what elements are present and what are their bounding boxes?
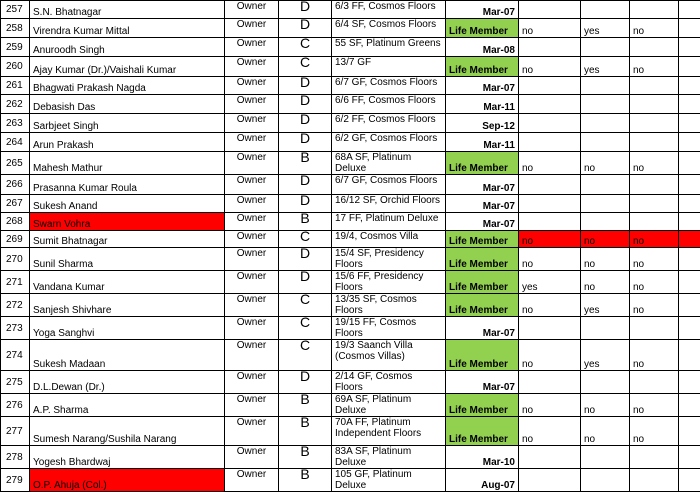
owner-status-cell: Owner — [225, 77, 279, 95]
flag-1-cell: no — [519, 394, 581, 417]
flag-3-cell: no — [630, 340, 679, 371]
category-cell: D — [279, 195, 332, 213]
flag-3-cell: no — [630, 394, 679, 417]
row-number-cell: 278 — [1, 446, 30, 469]
category-cell: B — [279, 394, 332, 417]
flag-2-cell — [581, 446, 630, 469]
flag-2-cell: no — [581, 152, 630, 175]
address-cell: 16/12 SF, Orchid Floors — [332, 195, 446, 213]
owner-status-cell: Owner — [225, 371, 279, 394]
spacer-cell — [679, 340, 700, 371]
member-name-cell: Anuroodh Singh — [30, 38, 225, 57]
flag-3-cell: no — [630, 294, 679, 317]
flag-1-cell — [519, 469, 581, 492]
member-name-cell: Bhagwati Prakash Nagda — [30, 77, 225, 95]
row-number-cell: 279 — [1, 469, 30, 492]
address-cell: 105 GF, Platinum Deluxe — [332, 469, 446, 492]
row-number-cell: 260 — [1, 57, 30, 77]
owner-status-cell: Owner — [225, 95, 279, 114]
spacer-cell — [679, 95, 700, 114]
membership-date-cell: Life Member — [446, 271, 519, 294]
category-cell: D — [279, 175, 332, 195]
row-number-cell: 261 — [1, 77, 30, 95]
table-row — [1, 213, 700, 231]
membership-date-cell: Life Member — [446, 231, 519, 248]
membership-date-cell: Life Member — [446, 152, 519, 175]
category-cell: B — [279, 152, 332, 175]
member-name-cell: Ajay Kumar (Dr.)/Vaishali Kumar — [30, 57, 225, 77]
table-row — [1, 317, 700, 340]
flag-1-cell — [519, 371, 581, 394]
row-number-cell: 266 — [1, 175, 30, 195]
table-row — [1, 114, 700, 133]
member-name-cell: Swarn Vohra — [30, 213, 225, 231]
address-cell: 15/6 FF, Presidency Floors — [332, 271, 446, 294]
membership-date-cell: Mar-07 — [446, 1, 519, 19]
spacer-cell — [679, 446, 700, 469]
spacer-cell — [679, 417, 700, 446]
owner-status-cell: Owner — [225, 317, 279, 340]
address-cell: 69A SF, Platinum Deluxe — [332, 394, 446, 417]
spacer-cell — [679, 38, 700, 57]
flag-2-cell: yes — [581, 340, 630, 371]
flag-1-cell — [519, 213, 581, 231]
address-cell: 6/6 FF, Cosmos Floors — [332, 95, 446, 114]
spacer-cell — [679, 57, 700, 77]
flag-1-cell: yes — [519, 271, 581, 294]
category-cell: C — [279, 340, 332, 371]
table-row — [1, 152, 700, 175]
address-cell: 19/15 FF, Cosmos Floors — [332, 317, 446, 340]
membership-date-cell: Mar-07 — [446, 213, 519, 231]
membership-date-cell: Life Member — [446, 57, 519, 77]
owner-status-cell: Owner — [225, 38, 279, 57]
flag-3-cell: no — [630, 19, 679, 38]
flag-1-cell: no — [519, 248, 581, 271]
spacer-cell — [679, 213, 700, 231]
owner-status-cell: Owner — [225, 294, 279, 317]
flag-2-cell — [581, 114, 630, 133]
flag-2-cell — [581, 95, 630, 114]
member-name-cell: A.P. Sharma — [30, 394, 225, 417]
owner-status-cell: Owner — [225, 152, 279, 175]
spacer-cell — [679, 152, 700, 175]
flag-1-cell: no — [519, 340, 581, 371]
owner-status-cell: Owner — [225, 19, 279, 38]
spacer-cell — [679, 195, 700, 213]
membership-date-cell: Mar-11 — [446, 95, 519, 114]
flag-1-cell — [519, 1, 581, 19]
member-name-cell: Sumesh Narang/Sushila Narang — [30, 417, 225, 446]
address-cell: 6/4 SF, Cosmos Floors — [332, 19, 446, 38]
membership-date-cell: Life Member — [446, 340, 519, 371]
owner-status-cell: Owner — [225, 175, 279, 195]
address-cell: 55 SF, Platinum Greens — [332, 38, 446, 57]
membership-date-cell: Mar-10 — [446, 446, 519, 469]
flag-1-cell: no — [519, 19, 581, 38]
flag-3-cell — [630, 371, 679, 394]
membership-date-cell: Mar-07 — [446, 317, 519, 340]
flag-3-cell — [630, 77, 679, 95]
category-cell: B — [279, 469, 332, 492]
row-number-cell: 267 — [1, 195, 30, 213]
sheet-body — [1, 1, 700, 492]
member-name-cell: Prasanna Kumar Roula — [30, 175, 225, 195]
row-number-cell: 263 — [1, 114, 30, 133]
flag-3-cell: no — [630, 248, 679, 271]
flag-1-cell — [519, 317, 581, 340]
row-number-cell: 275 — [1, 371, 30, 394]
flag-3-cell — [630, 213, 679, 231]
address-cell: 19/3 Saanch Villa (Cosmos Villas) — [332, 340, 446, 371]
category-cell: D — [279, 271, 332, 294]
spacer-cell — [679, 469, 700, 492]
category-cell: C — [279, 231, 332, 248]
flag-2-cell — [581, 38, 630, 57]
address-cell: 68A SF, Platinum Deluxe — [332, 152, 446, 175]
owner-status-cell: Owner — [225, 133, 279, 152]
table-row — [1, 294, 700, 317]
membership-date-cell: Mar-07 — [446, 175, 519, 195]
spacer-cell — [679, 294, 700, 317]
membership-date-cell: Sep-12 — [446, 114, 519, 133]
owner-status-cell: Owner — [225, 114, 279, 133]
table-row — [1, 19, 700, 38]
row-number-cell: 257 — [1, 1, 30, 19]
spacer-cell — [679, 77, 700, 95]
flag-2-cell: yes — [581, 294, 630, 317]
category-cell: D — [279, 133, 332, 152]
flag-1-cell — [519, 195, 581, 213]
category-cell: D — [279, 1, 332, 19]
spacer-cell — [679, 394, 700, 417]
flag-1-cell: no — [519, 57, 581, 77]
row-number-cell: 277 — [1, 417, 30, 446]
row-number-cell: 262 — [1, 95, 30, 114]
row-number-cell: 269 — [1, 231, 30, 248]
flag-2-cell: no — [581, 271, 630, 294]
owner-status-cell: Owner — [225, 213, 279, 231]
flag-1-cell — [519, 175, 581, 195]
row-number-cell: 270 — [1, 248, 30, 271]
address-cell: 83A SF, Platinum Deluxe — [332, 446, 446, 469]
address-cell: 6/2 FF, Cosmos Floors — [332, 114, 446, 133]
flag-1-cell — [519, 38, 581, 57]
table-row — [1, 95, 700, 114]
owner-status-cell: Owner — [225, 231, 279, 248]
flag-3-cell: no — [630, 271, 679, 294]
table-row — [1, 195, 700, 213]
category-cell: D — [279, 114, 332, 133]
member-name-cell: Sukesh Madaan — [30, 340, 225, 371]
member-name-cell: Sumit Bhatnagar — [30, 231, 225, 248]
flag-3-cell — [630, 195, 679, 213]
address-cell: 6/2 GF, Cosmos Floors — [332, 133, 446, 152]
category-cell: D — [279, 371, 332, 394]
address-cell: 15/4 SF, Presidency Floors — [332, 248, 446, 271]
row-number-cell: 268 — [1, 213, 30, 231]
membership-date-cell: Life Member — [446, 294, 519, 317]
table-row — [1, 248, 700, 271]
flag-3-cell — [630, 175, 679, 195]
row-number-cell: 271 — [1, 271, 30, 294]
member-name-cell: Arun Prakash — [30, 133, 225, 152]
category-cell: B — [279, 417, 332, 446]
flag-2-cell — [581, 77, 630, 95]
table-row — [1, 133, 700, 152]
membership-date-cell: Mar-08 — [446, 38, 519, 57]
flag-1-cell — [519, 77, 581, 95]
flag-3-cell: no — [630, 152, 679, 175]
member-name-cell: Sarbjeet Singh — [30, 114, 225, 133]
row-number-cell: 276 — [1, 394, 30, 417]
flag-1-cell — [519, 133, 581, 152]
flag-3-cell — [630, 317, 679, 340]
flag-3-cell — [630, 1, 679, 19]
category-cell: C — [279, 294, 332, 317]
address-cell: 17 FF, Platinum Deluxe — [332, 213, 446, 231]
owner-status-cell: Owner — [225, 195, 279, 213]
membership-date-cell: Mar-07 — [446, 371, 519, 394]
row-number-cell: 258 — [1, 19, 30, 38]
table-row — [1, 371, 700, 394]
owner-status-cell: Owner — [225, 417, 279, 446]
spacer-cell — [679, 271, 700, 294]
address-cell: 6/3 FF, Cosmos Floors — [332, 1, 446, 19]
category-cell: B — [279, 446, 332, 469]
row-number-cell: 273 — [1, 317, 30, 340]
member-name-cell: O.P. Ahuja (Col.) — [30, 469, 225, 492]
flag-2-cell — [581, 371, 630, 394]
row-number-cell: 264 — [1, 133, 30, 152]
membership-date-cell: Aug-07 — [446, 469, 519, 492]
flag-3-cell — [630, 38, 679, 57]
table-row — [1, 175, 700, 195]
table-row — [1, 340, 700, 371]
flag-2-cell — [581, 175, 630, 195]
row-number-cell: 272 — [1, 294, 30, 317]
flag-2-cell: no — [581, 394, 630, 417]
category-cell: C — [279, 317, 332, 340]
membership-date-cell: Life Member — [446, 248, 519, 271]
address-cell: 19/4, Cosmos Villa — [332, 231, 446, 248]
membership-date-cell: Mar-07 — [446, 77, 519, 95]
member-name-cell: Debasish Das — [30, 95, 225, 114]
table-row — [1, 38, 700, 57]
spacer-cell — [679, 133, 700, 152]
flag-3-cell: no — [630, 231, 679, 248]
flag-2-cell: no — [581, 248, 630, 271]
table-row — [1, 417, 700, 446]
member-name-cell: Yoga Sanghvi — [30, 317, 225, 340]
flag-2-cell: no — [581, 417, 630, 446]
membership-date-cell: Life Member — [446, 19, 519, 38]
spacer-cell — [679, 19, 700, 38]
category-cell: C — [279, 57, 332, 77]
flag-2-cell: no — [581, 231, 630, 248]
membership-date-cell: Life Member — [446, 417, 519, 446]
row-number-cell: 259 — [1, 38, 30, 57]
flag-2-cell — [581, 133, 630, 152]
flag-1-cell — [519, 114, 581, 133]
address-cell: 6/7 GF, Cosmos Floors — [332, 175, 446, 195]
address-cell: 13/7 GF — [332, 57, 446, 77]
spacer-cell — [679, 1, 700, 19]
flag-3-cell — [630, 446, 679, 469]
table-row — [1, 394, 700, 417]
address-cell: 70A FF, Platinum Independent Floors — [332, 417, 446, 446]
flag-3-cell: no — [630, 57, 679, 77]
address-cell: 2/14 GF, Cosmos Floors — [332, 371, 446, 394]
category-cell: C — [279, 38, 332, 57]
spacer-cell — [679, 371, 700, 394]
flag-1-cell: no — [519, 417, 581, 446]
flag-3-cell — [630, 114, 679, 133]
flag-3-cell: no — [630, 417, 679, 446]
flag-3-cell — [630, 133, 679, 152]
spacer-cell — [679, 114, 700, 133]
flag-2-cell — [581, 213, 630, 231]
member-name-cell: Vandana Kumar — [30, 271, 225, 294]
flag-1-cell: no — [519, 152, 581, 175]
flag-3-cell — [630, 469, 679, 492]
table-row — [1, 271, 700, 294]
table-row — [1, 57, 700, 77]
owner-status-cell: Owner — [225, 340, 279, 371]
owner-status-cell: Owner — [225, 446, 279, 469]
flag-3-cell — [630, 95, 679, 114]
flag-1-cell: no — [519, 231, 581, 248]
owner-status-cell: Owner — [225, 1, 279, 19]
spacer-cell — [679, 175, 700, 195]
flag-2-cell — [581, 317, 630, 340]
member-name-cell: Mahesh Mathur — [30, 152, 225, 175]
address-cell: 6/7 GF, Cosmos Floors — [332, 77, 446, 95]
member-name-cell: S.N. Bhatnagar — [30, 1, 225, 19]
flag-2-cell: yes — [581, 19, 630, 38]
member-name-cell: Yogesh Bhardwaj — [30, 446, 225, 469]
category-cell: D — [279, 77, 332, 95]
address-cell: 13/35 SF, Cosmos Floors — [332, 294, 446, 317]
flag-2-cell — [581, 1, 630, 19]
category-cell: D — [279, 95, 332, 114]
spacer-cell — [679, 248, 700, 271]
spacer-cell — [679, 231, 700, 248]
membership-date-cell: Mar-07 — [446, 195, 519, 213]
table-row — [1, 1, 700, 19]
category-cell: B — [279, 213, 332, 231]
owner-status-cell: Owner — [225, 271, 279, 294]
flag-1-cell — [519, 95, 581, 114]
member-name-cell: D.L.Dewan (Dr.) — [30, 371, 225, 394]
membership-date-cell: Mar-11 — [446, 133, 519, 152]
row-number-cell: 265 — [1, 152, 30, 175]
table-row — [1, 231, 700, 248]
member-name-cell: Virendra Kumar Mittal — [30, 19, 225, 38]
owner-status-cell: Owner — [225, 57, 279, 77]
owner-status-cell: Owner — [225, 394, 279, 417]
owner-status-cell: Owner — [225, 469, 279, 492]
row-number-cell: 274 — [1, 340, 30, 371]
table-row — [1, 446, 700, 469]
flag-2-cell — [581, 469, 630, 492]
membership-date-cell: Life Member — [446, 394, 519, 417]
table-row — [1, 469, 700, 492]
flag-2-cell — [581, 195, 630, 213]
member-name-cell: Sanjesh Shivhare — [30, 294, 225, 317]
spacer-cell — [679, 317, 700, 340]
category-cell: D — [279, 248, 332, 271]
flag-2-cell: yes — [581, 57, 630, 77]
table-row — [1, 77, 700, 95]
category-cell: D — [279, 19, 332, 38]
flag-1-cell: no — [519, 294, 581, 317]
member-name-cell: Sukesh Anand — [30, 195, 225, 213]
member-name-cell: Sunil Sharma — [30, 248, 225, 271]
owner-status-cell: Owner — [225, 248, 279, 271]
flag-1-cell — [519, 446, 581, 469]
